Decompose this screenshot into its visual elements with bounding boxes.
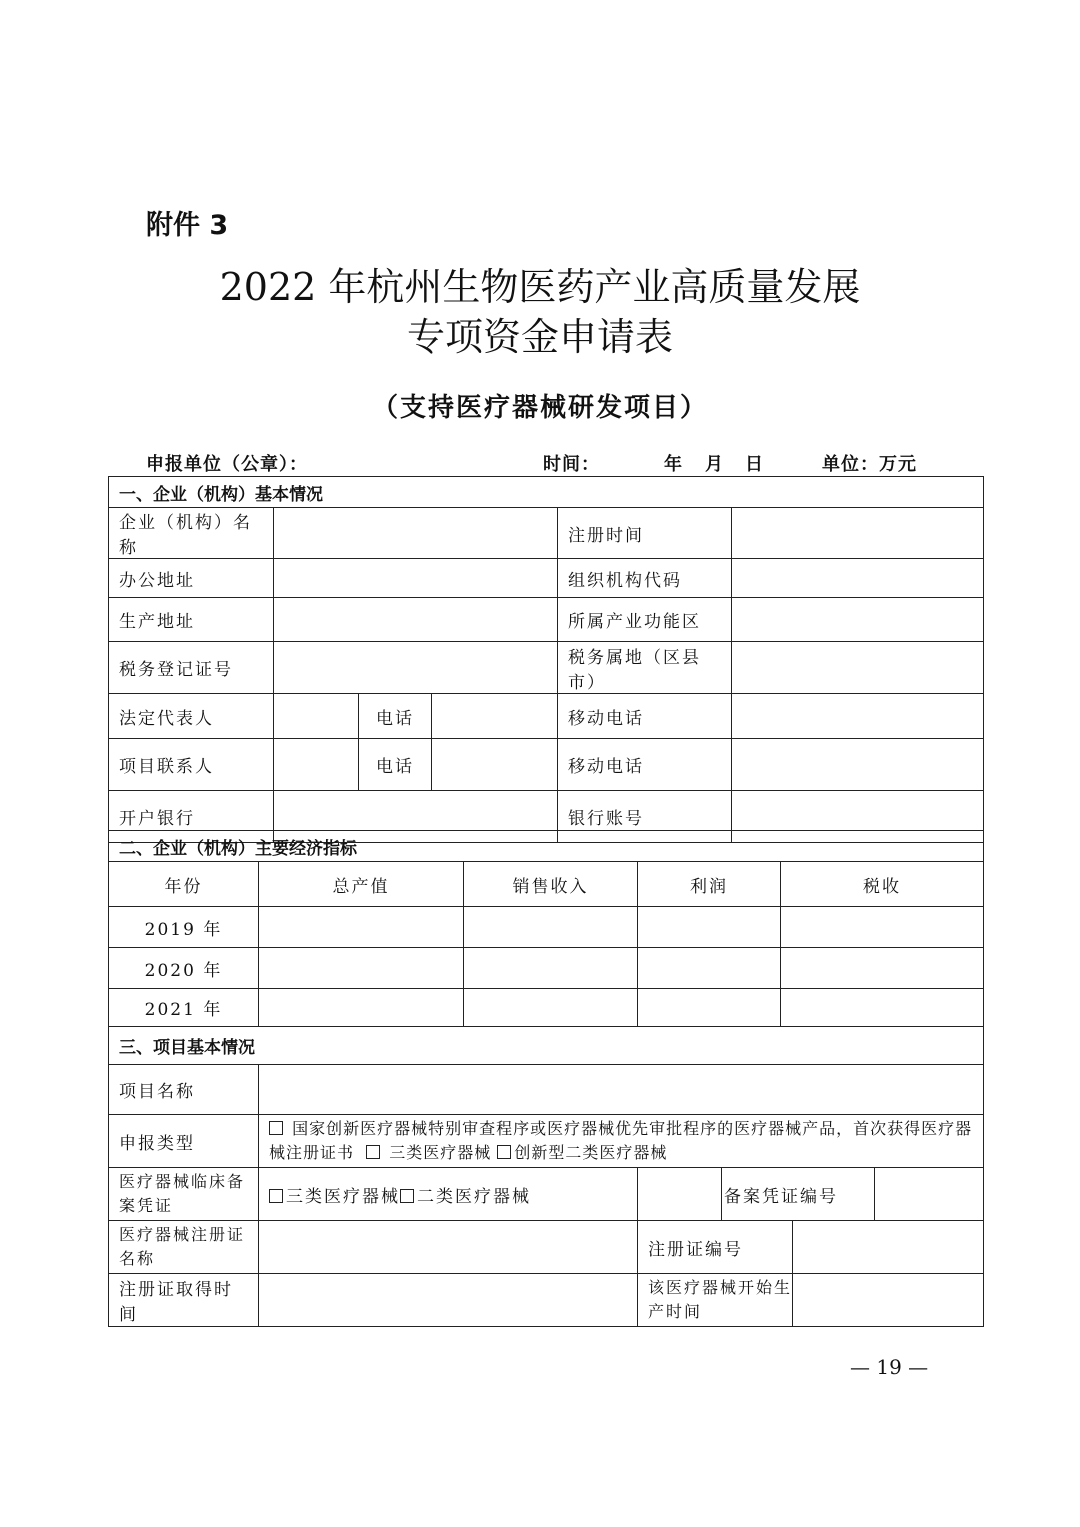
label-record-no — [638, 1168, 722, 1221]
field-contact-phone[interactable] — [432, 739, 558, 791]
day-label: 日 — [745, 454, 764, 475]
field-project-name[interactable] — [259, 1065, 984, 1115]
cell-output-2020[interactable] — [259, 948, 464, 989]
table-row — [109, 989, 984, 1027]
field-contact-mobile[interactable] — [732, 739, 984, 791]
row-year-2021: 2021 年 — [109, 989, 259, 1027]
applicant-label: 申报单位（公章）： — [146, 454, 308, 475]
project-table — [108, 1026, 984, 1327]
unit-label: 单位：万元 — [822, 454, 917, 475]
checkbox-record-class2[interactable] — [400, 1189, 414, 1203]
page-number: — 19 — — [850, 1355, 929, 1379]
label-reg-cert-no: 注册证编号 — [638, 1221, 793, 1273]
field-tax-number[interactable] — [274, 642, 558, 694]
label-reg-time: 注册时间 — [558, 508, 732, 559]
section2-heading: 二、企业（机构）主要经济指标 — [109, 831, 984, 862]
label-contact-phone: 电话 — [359, 739, 432, 791]
subtitle: （支持医疗器械研发项目） — [371, 393, 708, 423]
label-production-address: 生产地址 — [109, 598, 274, 642]
label-prod-start: 该医疗器械开始生产时间 — [638, 1274, 793, 1326]
field-record-no[interactable] — [722, 1168, 984, 1221]
field-org-code[interactable] — [732, 559, 984, 598]
economic-table — [108, 830, 984, 1027]
field-reg-time[interactable] — [732, 508, 984, 559]
field-industry-zone[interactable] — [732, 598, 984, 642]
option-record-class2: 二类医疗器械 — [417, 1186, 531, 1207]
checkbox-innovative-class2[interactable] — [497, 1145, 511, 1159]
checkbox-innovative[interactable] — [269, 1121, 283, 1135]
label-tax-number: 税务登记证号 — [109, 642, 274, 694]
col-output: 总产值 — [259, 862, 464, 907]
cell-profit-2020[interactable] — [638, 948, 781, 989]
record-no-input[interactable] — [875, 1168, 983, 1220]
field-contact[interactable] — [274, 739, 359, 791]
table-row — [109, 948, 984, 989]
label-contact-mobile: 移动电话 — [558, 739, 732, 791]
field-office-address[interactable] — [274, 559, 558, 598]
col-year: 年份 — [109, 862, 259, 907]
field-production-address[interactable] — [274, 598, 558, 642]
label-industry-zone: 所属产业功能区 — [558, 598, 732, 642]
title-line-1: 2022 年杭州生物医药产业高质量发展 — [219, 265, 861, 309]
title-line-2: 专项资金申请表 — [406, 315, 673, 359]
option-innovative-class2: 创新型二类医疗器械 — [514, 1143, 668, 1162]
label-project-name: 项目名称 — [109, 1065, 259, 1115]
reg-cert-no-group — [638, 1221, 984, 1274]
label-office-address: 办公地址 — [109, 559, 274, 598]
col-sales: 销售收入 — [464, 862, 638, 907]
cell-sales-2021[interactable] — [464, 989, 638, 1027]
label-tax-place: 税务属地（区县市） — [558, 642, 732, 694]
option-record-class3: 三类医疗器械 — [286, 1186, 400, 1207]
field-reg-cert-no[interactable] — [793, 1221, 983, 1273]
option-class3: 三类医疗器械 — [389, 1143, 492, 1162]
apply-type-options — [259, 1115, 984, 1168]
month-label: 月 — [705, 454, 724, 475]
label-clinical-record: 医疗器械临床备案凭证 — [109, 1168, 259, 1221]
cell-tax-2021[interactable] — [781, 989, 984, 1027]
col-profit: 利润 — [638, 862, 781, 907]
cell-profit-2021[interactable] — [638, 989, 781, 1027]
field-reg-cert-name[interactable] — [259, 1221, 638, 1274]
field-tax-place[interactable] — [732, 642, 984, 694]
cell-tax-2020[interactable] — [781, 948, 984, 989]
label-bank: 开户银行 — [109, 791, 274, 843]
time-label: 时间： — [543, 454, 600, 475]
field-company-name[interactable] — [274, 508, 558, 559]
field-legal-rep[interactable] — [274, 694, 359, 739]
clinical-record-options — [259, 1168, 638, 1221]
cell-tax-2019[interactable] — [781, 907, 984, 948]
label-legal-rep-phone: 电话 — [359, 694, 432, 739]
label-org-code: 组织机构代码 — [558, 559, 732, 598]
cell-profit-2019[interactable] — [638, 907, 781, 948]
option-innovative: 国家创新医疗器械特别审查程序或医疗器械优先审批程序的医疗器械产品，首次获得医疗器械注册证书 — [269, 1119, 973, 1162]
col-tax: 税收 — [781, 862, 984, 907]
label-company-name: 企业（机构）名称 — [109, 508, 274, 559]
label-legal-rep: 法定代表人 — [109, 694, 274, 739]
label-account: 银行账号 — [558, 791, 732, 843]
prod-start-group — [638, 1274, 984, 1327]
field-prod-start[interactable] — [793, 1274, 983, 1326]
field-legal-rep-mobile[interactable] — [732, 694, 984, 739]
checkbox-class3[interactable] — [366, 1145, 380, 1159]
row-year-2019: 2019 年 — [109, 907, 259, 948]
label-reg-cert-time: 注册证取得时间 — [109, 1274, 259, 1327]
record-no-label: 备案凭证编号 — [722, 1168, 875, 1220]
section1-heading: 一、企业（机构）基本情况 — [109, 477, 984, 508]
label-apply-type: 申报类型 — [109, 1115, 259, 1168]
section3-heading: 三、项目基本情况 — [109, 1027, 984, 1065]
attachment-label: 附件 3 — [146, 210, 229, 241]
checkbox-record-class3[interactable] — [269, 1189, 283, 1203]
cell-output-2019[interactable] — [259, 907, 464, 948]
label-reg-cert-name: 医疗器械注册证名称 — [109, 1221, 259, 1274]
table-row — [109, 907, 984, 948]
cell-sales-2019[interactable] — [464, 907, 638, 948]
field-legal-rep-phone[interactable] — [432, 694, 558, 739]
row-year-2020: 2020 年 — [109, 948, 259, 989]
label-legal-rep-mobile: 移动电话 — [558, 694, 732, 739]
cell-output-2021[interactable] — [259, 989, 464, 1027]
basic-info-table — [108, 476, 984, 843]
cell-sales-2020[interactable] — [464, 948, 638, 989]
year-label: 年 — [664, 454, 683, 475]
label-contact: 项目联系人 — [109, 739, 274, 791]
field-reg-cert-time[interactable] — [259, 1274, 638, 1327]
